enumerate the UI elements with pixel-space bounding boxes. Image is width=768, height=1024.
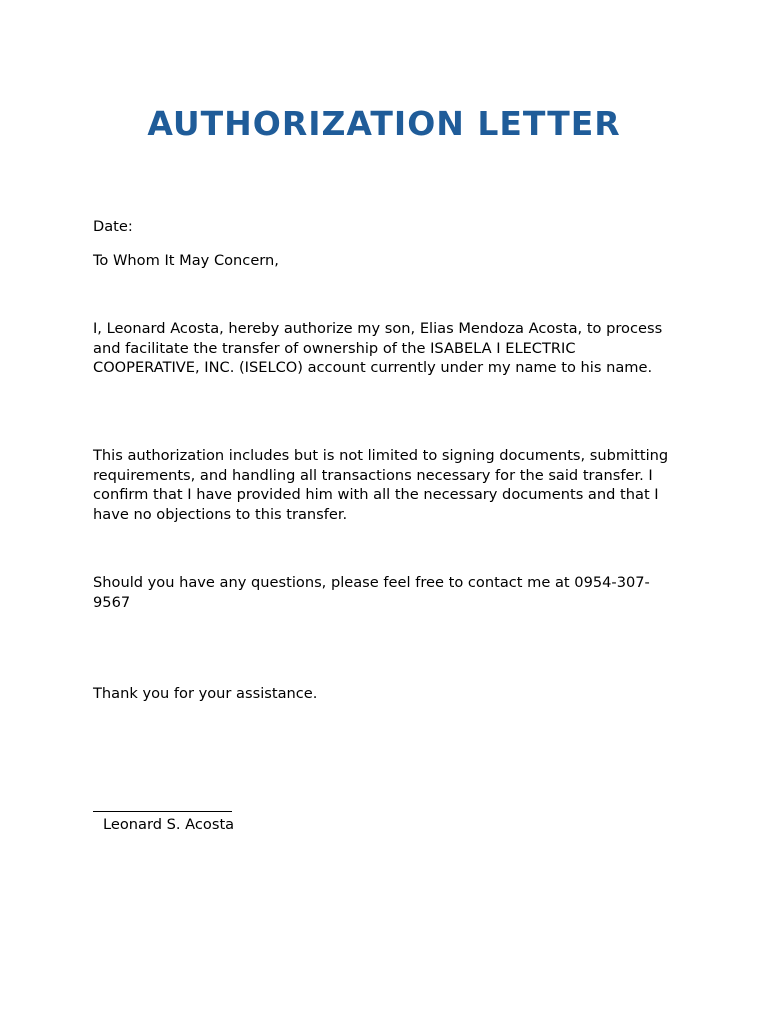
closing-line: Thank you for your assistance. xyxy=(93,685,318,702)
signature-name: Leonard S. Acosta xyxy=(103,816,235,833)
body-paragraph-authorization: I, Leonard Acosta, hereby authorize my son, Elias Mendoza Acosta, to process and facilitate the transfer of ownership of the ISABELA I ELECTRIC COOPERATIVE, INC. (ISELCO) account currently under my name to his name. xyxy=(93,320,663,377)
date-label: Date: xyxy=(93,218,133,235)
body-paragraph-contact: Should you have any questions, please feel free to contact me at 0954-307-9567 xyxy=(93,574,650,611)
signature-line xyxy=(93,811,232,812)
letter-title: AUTHORIZATION LETTER xyxy=(147,104,621,143)
salutation: To Whom It May Concern, xyxy=(93,252,279,269)
body-paragraph-scope: This authorization includes but is not limited to signing documents, submitting requirements, and handling all transactions necessary for the said transfer. I confirm that I have provided him with all the necessary documents and that I have no objections to this transfer. xyxy=(93,447,669,523)
